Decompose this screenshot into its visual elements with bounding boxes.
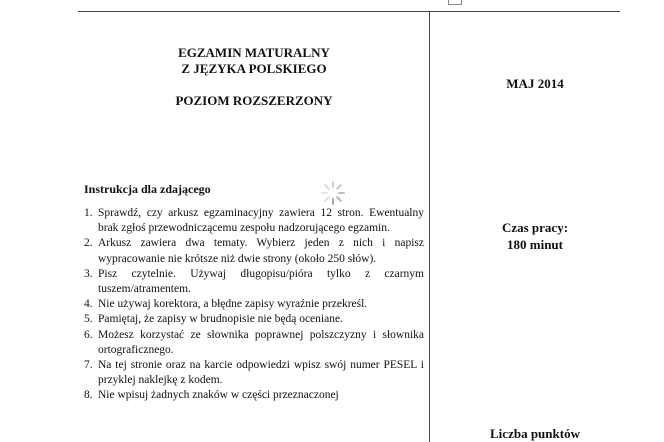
- list-item: [84, 328, 424, 358]
- item-text: Arkusz zawiera dwa tematy. Wybierz jeden z nich i napisz wypracowanie nie krótsze niż dwie strony (około 250 słów).: [98, 237, 424, 265]
- item-number: 4.: [84, 298, 93, 311]
- exam-title: [84, 45, 424, 109]
- list-item: [84, 388, 424, 403]
- item-text: Pisz czytelnie. Używaj długopisu/pióra tylko z czarnym tuszem/atramentem.: [98, 267, 424, 296]
- exam-level: POZIOM ROZSZERZONY: [175, 93, 333, 108]
- list-item: [84, 206, 424, 236]
- list-item: [84, 236, 424, 266]
- list-item: [84, 358, 424, 388]
- time-label: Czas pracy:: [501, 220, 569, 235]
- item-number: 3.: [84, 267, 93, 280]
- exam-time: [430, 219, 640, 253]
- item-number: 2.: [84, 237, 93, 250]
- exam-title-line1: EGZAMIN MATURALNY: [178, 45, 330, 60]
- exam-title-line2: Z JĘZYKA POLSKIEGO: [181, 61, 327, 76]
- instructions: [84, 182, 424, 404]
- item-text: Pamiętaj, że zapisy w brudnopisie nie będą oceniane.: [98, 313, 343, 326]
- time-value: 180 minut: [507, 237, 563, 252]
- item-number: 8.: [84, 389, 93, 402]
- item-number: 7.: [84, 359, 93, 372]
- list-item: [84, 267, 424, 297]
- item-text: Sprawdź, czy arkusz egzaminacyjny zawiera 12 stron. Ewentualny brak zgłoś przewodniczącemu zespołu nadzorującego egzamin.: [98, 207, 424, 235]
- instructions-list: [84, 206, 424, 404]
- item-number: 6.: [84, 328, 93, 341]
- item-number: 1.: [84, 207, 93, 219]
- checkbox-icon: [448, 0, 462, 5]
- instructions-heading: Instrukcja dla zdającego: [84, 182, 211, 196]
- list-item: [84, 297, 424, 312]
- item-number: 5.: [84, 313, 93, 326]
- exam-date: MAJ 2014: [506, 76, 564, 91]
- points-label: Liczba punktów: [490, 426, 580, 441]
- item-text: Możesz korzystać ze słownika poprawnej polszczyzny i słownika ortograficznego.: [98, 328, 424, 356]
- list-item: [84, 312, 424, 327]
- item-text: Nie używaj korektora, a błędne zapisy wyraźnie przekreśl.: [98, 298, 368, 311]
- item-text: Nie wpisuj żadnych znaków w części przeznaczonej: [98, 389, 339, 402]
- item-text: Na tej stronie oraz na karcie odpowiedzi wpisz swój numer PESEL i przyklej naklejkę z kodem.: [98, 359, 424, 387]
- top-rule: [78, 11, 620, 12]
